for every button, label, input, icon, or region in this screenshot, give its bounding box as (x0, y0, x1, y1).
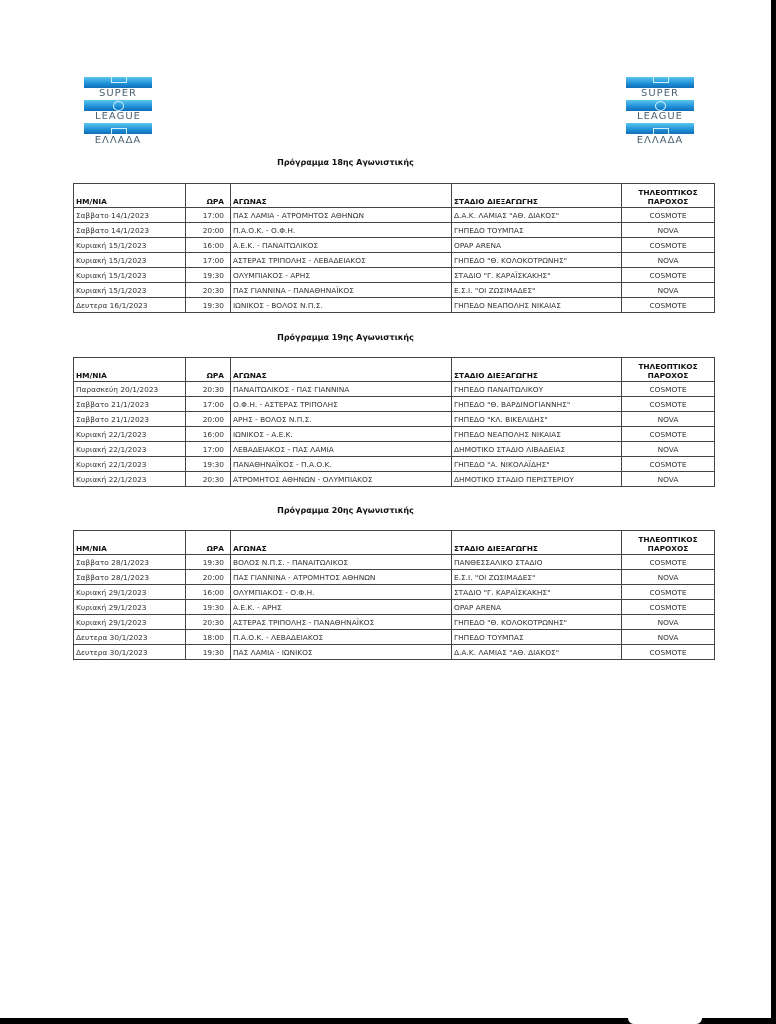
table-row (74, 253, 715, 268)
table-row (74, 427, 715, 442)
cell-time: 16:00 (186, 585, 231, 600)
cell-tv-provider: COSMOTE (622, 238, 715, 253)
cell-match: ΛΕΒΑΔΕΙΑΚΟΣ - ΠΑΣ ΛΑΜΙΑ (231, 442, 452, 457)
cell-stadium: ΓΗΠΕΔΟ "Θ. ΚΟΛΟΚΟΤΡΩΝΗΣ" (452, 253, 622, 268)
logo-band (626, 123, 694, 134)
cell-date: Δευτερα 16/1/2023 (74, 298, 186, 313)
cell-date: Κυριακή 15/1/2023 (74, 283, 186, 298)
table-row (74, 382, 715, 397)
cell-match: ΒΟΛΟΣ Ν.Π.Σ. - ΠΑΝΑΙΤΩΛΙΚΟΣ (231, 555, 452, 570)
logo-text-super: SUPER (99, 88, 137, 99)
cell-time: 19:30 (186, 645, 231, 660)
cell-stadium: ΓΗΠΕΔΟ ΠΑΝΑΙΤΩΛΙΚΟΥ (452, 382, 622, 397)
logo-band (626, 77, 694, 88)
cell-match: ΠΑΣ ΛΑΜΙΑ - ΑΤΡΟΜΗΤΟΣ ΑΘΗΝΩΝ (231, 208, 452, 223)
header-time: ΩΡΑ (186, 358, 231, 382)
cell-stadium: ΓΗΠΕΔΟ "ΚΛ. ΒΙΚΕΛΙΔΗΣ" (452, 412, 622, 427)
header-match: ΑΓΩΝΑΣ (231, 358, 452, 382)
cell-time: 17:00 (186, 397, 231, 412)
cell-tv-provider: COSMOTE (622, 208, 715, 223)
header-match: ΑΓΩΝΑΣ (231, 184, 452, 208)
table-row (74, 585, 715, 600)
cell-time: 19:30 (186, 555, 231, 570)
cell-tv-provider: COSMOTE (622, 268, 715, 283)
cell-date: Κυριακή 15/1/2023 (74, 238, 186, 253)
logo-text-league: LEAGUE (95, 111, 141, 122)
cell-date: Κυριακή 29/1/2023 (74, 615, 186, 630)
header-date: ΗΜ/ΝΙΑ (74, 184, 186, 208)
table-header-row (74, 358, 715, 382)
table-row (74, 298, 715, 313)
header-match: ΑΓΩΝΑΣ (231, 531, 452, 555)
cell-stadium: ΓΗΠΕΔΟ ΝΕΑΠΟΛΗΣ ΝΙΚΑΙΑΣ (452, 427, 622, 442)
table-row (74, 268, 715, 283)
header-tv-line2: ΠΑΡΟΧΟΣ (647, 197, 689, 206)
logo-text-ellada: ΕΛΛΑΔΑ (636, 135, 684, 146)
cell-stadium: OPAP ARENA (452, 600, 622, 615)
cell-tv-provider: NOVA (622, 253, 715, 268)
table-row (74, 630, 715, 645)
cell-tv-provider: COSMOTE (622, 585, 715, 600)
round-20-table (73, 530, 715, 660)
logo-text-league: LEAGUE (637, 111, 683, 122)
table-row (74, 238, 715, 253)
cell-tv-provider: NOVA (622, 412, 715, 427)
cell-stadium: ΓΗΠΕΔΟ "Θ. ΚΟΛΟΚΟΤΡΩΝΗΣ" (452, 615, 622, 630)
cell-match: Α.Ε.Κ. - ΑΡΗΣ (231, 600, 452, 615)
header-stadium: ΣΤΑΔΙΟ ΔΙΕΞΑΓΩΓΗΣ (452, 531, 622, 555)
table-row (74, 412, 715, 427)
table-row (74, 397, 715, 412)
round-18-title: Πρόγραμμα 18ης Αγωνιστικής (277, 158, 414, 167)
cell-tv-provider: COSMOTE (622, 298, 715, 313)
cell-stadium: OPAP ARENA (452, 238, 622, 253)
cell-time: 17:00 (186, 253, 231, 268)
cell-date: Παρασκεύη 20/1/2023 (74, 382, 186, 397)
table-header-row (74, 184, 715, 208)
header-stadium: ΣΤΑΔΙΟ ΔΙΕΞΑΓΩΓΗΣ (452, 358, 622, 382)
table-row (74, 645, 715, 660)
header-time: ΩΡΑ (186, 531, 231, 555)
cell-time: 17:00 (186, 208, 231, 223)
header-tv-line1: ΤΗΛΕΟΠΤΙΚΟΣ (638, 362, 698, 371)
table-row (74, 555, 715, 570)
table-row (74, 472, 715, 487)
header-date: ΗΜ/ΝΙΑ (74, 358, 186, 382)
cell-stadium: ΓΗΠΕΔΟ "Α. ΝΙΚΟΛΑΪΔΗΣ" (452, 457, 622, 472)
cell-time: 19:30 (186, 268, 231, 283)
round-18-table (73, 183, 715, 313)
cell-match: ΟΛΥΜΠΙΑΚΟΣ - ΑΡΗΣ (231, 268, 452, 283)
cell-tv-provider: COSMOTE (622, 397, 715, 412)
cell-stadium: Ε.Σ.Ι. "ΟΙ ΖΩΣΙΜΑΔΕΣ" (452, 283, 622, 298)
header-tv-line1: ΤΗΛΕΟΠΤΙΚΟΣ (638, 535, 698, 544)
cell-time: 18:00 (186, 630, 231, 645)
cell-date: Κυριακή 15/1/2023 (74, 253, 186, 268)
logo-band (84, 77, 152, 88)
cell-tv-provider: NOVA (622, 223, 715, 238)
cell-match: Ο.Φ.Η. - ΑΣΤΕΡΑΣ ΤΡΙΠΟΛΗΣ (231, 397, 452, 412)
cell-tv-provider: NOVA (622, 615, 715, 630)
round-19-title: Πρόγραμμα 19ης Αγωνιστικής (277, 333, 414, 342)
cell-date: Κυριακή 15/1/2023 (74, 268, 186, 283)
cell-stadium: Δ.Α.Κ. ΛΑΜΙΑΣ "ΑΘ. ΔΙΑΚΟΣ" (452, 208, 622, 223)
cell-stadium: Δ.Α.Κ. ΛΑΜΙΑΣ "ΑΘ. ΔΙΑΚΟΣ" (452, 645, 622, 660)
cell-stadium: ΓΗΠΕΔΟ ΝΕΑΠΟΛΗΣ ΝΙΚΑΙΑΣ (452, 298, 622, 313)
cell-stadium: ΓΗΠΕΔΟ ΤΟΥΜΠΑΣ (452, 630, 622, 645)
cell-match: ΙΩΝΙΚΟΣ - Α.Ε.Κ. (231, 427, 452, 442)
cell-tv-provider: NOVA (622, 442, 715, 457)
header-stadium: ΣΤΑΔΙΟ ΔΙΕΞΑΓΩΓΗΣ (452, 184, 622, 208)
logo-text-ellada: ΕΛΛΑΔΑ (94, 135, 142, 146)
cell-time: 19:30 (186, 600, 231, 615)
header-tv-provider (622, 184, 715, 208)
cell-stadium: ΣΤΑΔΙΟ "Γ. ΚΑΡΑΪΣΚΑΚΗΣ" (452, 268, 622, 283)
cell-tv-provider: NOVA (622, 570, 715, 585)
round-19-table (73, 357, 715, 487)
cell-tv-provider: COSMOTE (622, 427, 715, 442)
table-row (74, 570, 715, 585)
cell-stadium: ΣΤΑΔΙΟ "Γ. ΚΑΡΑΪΣΚΑΚΗΣ" (452, 585, 622, 600)
cell-match: Π.Α.Ο.Κ. - Ο.Φ.Η. (231, 223, 452, 238)
cell-date: Σαββατο 14/1/2023 (74, 208, 186, 223)
bottom-notch (628, 1018, 702, 1024)
cell-time: 20:30 (186, 382, 231, 397)
cell-time: 20:30 (186, 283, 231, 298)
logo-band (626, 100, 694, 111)
cell-date: Κυριακή 29/1/2023 (74, 600, 186, 615)
table-row (74, 457, 715, 472)
cell-time: 20:00 (186, 570, 231, 585)
cell-time: 19:30 (186, 457, 231, 472)
cell-date: Δευτερα 30/1/2023 (74, 630, 186, 645)
cell-time: 20:00 (186, 412, 231, 427)
header-tv-line2: ΠΑΡΟΧΟΣ (647, 544, 689, 553)
cell-match: ΙΩΝΙΚΟΣ - ΒΟΛΟΣ Ν.Π.Σ. (231, 298, 452, 313)
cell-match: Α.Ε.Κ. - ΠΑΝΑΙΤΩΛΙΚΟΣ (231, 238, 452, 253)
cell-date: Κυριακή 29/1/2023 (74, 585, 186, 600)
cell-match: ΠΑΝΑΙΤΩΛΙΚΟΣ - ΠΑΣ ΓΙΑΝΝΙΝΑ (231, 382, 452, 397)
super-league-logo-left (80, 75, 156, 157)
table-row (74, 442, 715, 457)
cell-tv-provider: COSMOTE (622, 645, 715, 660)
cell-time: 19:30 (186, 298, 231, 313)
cell-stadium: ΔΗΜΟΤΙΚΟ ΣΤΑΔΙΟ ΠΕΡΙΣΤΕΡΙΟΥ (452, 472, 622, 487)
table-row (74, 208, 715, 223)
header-tv-line1: ΤΗΛΕΟΠΤΙΚΟΣ (638, 188, 698, 197)
cell-time: 20:00 (186, 223, 231, 238)
logo-text-super: SUPER (641, 88, 679, 99)
cell-match: ΠΑΣ ΓΙΑΝΝΙΝΑ - ΑΤΡΟΜΗΤΟΣ ΑΘΗΝΩΝ (231, 570, 452, 585)
cell-time: 20:30 (186, 472, 231, 487)
cell-match: Π.Α.Ο.Κ. - ΛΕΒΑΔΕΙΑΚΟΣ (231, 630, 452, 645)
cell-stadium: ΔΗΜΟΤΙΚΟ ΣΤΑΔΙΟ ΛΙΒΑΔΕΙΑΣ (452, 442, 622, 457)
table-header-row (74, 531, 715, 555)
cell-match: ΟΛΥΜΠΙΑΚΟΣ - Ο.Φ.Η. (231, 585, 452, 600)
round-20-title: Πρόγραμμα 20ης Αγωνιστικής (277, 506, 414, 515)
table-row (74, 283, 715, 298)
cell-stadium: ΓΗΠΕΔΟ "Θ. ΒΑΡΔΙΝΟΓΙΑΝΝΗΣ" (452, 397, 622, 412)
cell-time: 20:30 (186, 615, 231, 630)
cell-date: Κυριακή 22/1/2023 (74, 427, 186, 442)
cell-tv-provider: NOVA (622, 630, 715, 645)
logo-band (84, 123, 152, 134)
cell-time: 17:00 (186, 442, 231, 457)
super-league-logo-right (622, 75, 698, 157)
cell-time: 16:00 (186, 238, 231, 253)
cell-match: ΑΣΤΕΡΑΣ ΤΡΙΠΟΛΗΣ - ΠΑΝΑΘΗΝΑΪΚΟΣ (231, 615, 452, 630)
cell-time: 16:00 (186, 427, 231, 442)
cell-match: ΑΡΗΣ - ΒΟΛΟΣ Ν.Π.Σ. (231, 412, 452, 427)
cell-tv-provider: COSMOTE (622, 555, 715, 570)
cell-match: ΠΑΝΑΘΗΝΑΪΚΟΣ - Π.Α.Ο.Κ. (231, 457, 452, 472)
table-row (74, 615, 715, 630)
header-tv-provider (622, 358, 715, 382)
cell-stadium: ΓΗΠΕΔΟ ΤΟΥΜΠΑΣ (452, 223, 622, 238)
cell-stadium: Ε.Σ.Ι. "ΟΙ ΖΩΣΙΜΑΔΕΣ" (452, 570, 622, 585)
cell-tv-provider: COSMOTE (622, 382, 715, 397)
cell-date: Σαββατο 21/1/2023 (74, 397, 186, 412)
cell-tv-provider: COSMOTE (622, 600, 715, 615)
cell-date: Κυριακή 22/1/2023 (74, 472, 186, 487)
header-tv-provider (622, 531, 715, 555)
table-row (74, 223, 715, 238)
header-date: ΗΜ/ΝΙΑ (74, 531, 186, 555)
cell-match: ΠΑΣ ΓΙΑΝΝΙΝΑ - ΠΑΝΑΘΗΝΑΪΚΟΣ (231, 283, 452, 298)
logo-band (84, 100, 152, 111)
cell-stadium: ΠΑΝΘΕΣΣΑΛΙΚΟ ΣΤΑΔΙΟ (452, 555, 622, 570)
cell-date: Σαββατο 28/1/2023 (74, 570, 186, 585)
cell-date: Σαββατο 28/1/2023 (74, 555, 186, 570)
header-time: ΩΡΑ (186, 184, 231, 208)
cell-date: Κυριακή 22/1/2023 (74, 442, 186, 457)
cell-date: Σαββατο 14/1/2023 (74, 223, 186, 238)
table-row (74, 600, 715, 615)
cell-match: ΠΑΣ ΛΑΜΙΑ - ΙΩΝΙΚΟΣ (231, 645, 452, 660)
cell-date: Σαββατο 21/1/2023 (74, 412, 186, 427)
cell-date: Κυριακή 22/1/2023 (74, 457, 186, 472)
cell-match: ΑΣΤΕΡΑΣ ΤΡΙΠΟΛΗΣ - ΛΕΒΑΔΕΙΑΚΟΣ (231, 253, 452, 268)
header-tv-line2: ΠΑΡΟΧΟΣ (647, 371, 689, 380)
cell-date: Δευτερα 30/1/2023 (74, 645, 186, 660)
cell-match: ΑΤΡΟΜΗΤΟΣ ΑΘΗΝΩΝ - ΟΛΥΜΠΙΑΚΟΣ (231, 472, 452, 487)
cell-tv-provider: COSMOTE (622, 457, 715, 472)
cell-tv-provider: NOVA (622, 472, 715, 487)
cell-tv-provider: NOVA (622, 283, 715, 298)
